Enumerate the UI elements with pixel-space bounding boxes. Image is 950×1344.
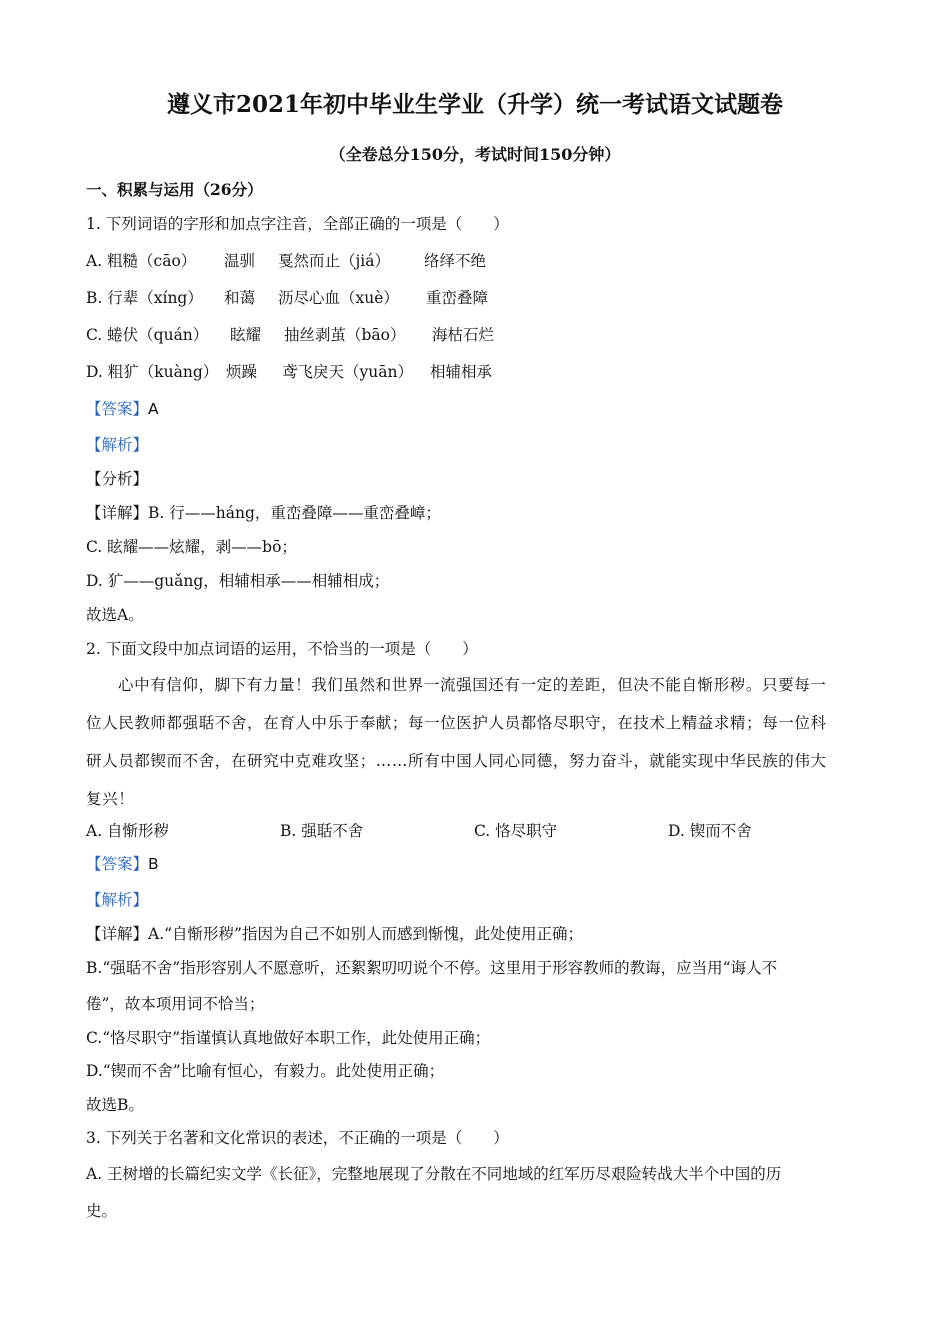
q1-answer-tag: 【答案】 — [86, 400, 149, 418]
q2-option-b: B. 强聒不舍 — [280, 822, 364, 840]
q2-passage-line-2: 位人民教师都强聒不舍，在育人中乐于奉献；每一位医护人员都恪尽职守，在技术上精益求精；每一位科 — [86, 714, 827, 732]
q1-detail-d: D. 犷——guǎng，相辅相承——相辅相成； — [86, 572, 390, 590]
q1-answer-value: A — [148, 400, 159, 418]
q1-a-word4: 络绎不绝 — [424, 252, 487, 270]
section-heading: 一、积累与运用（26分） — [86, 180, 263, 199]
q1-d-word4: 相辅相承 — [430, 363, 493, 381]
q2-detail-c: C.“恪尽职守”指谨慎认真地做好本职工作，此处使用正确； — [86, 1029, 491, 1047]
q2-detail-b-cont: 倦”，故本项用词不恰当； — [86, 995, 265, 1013]
q1-option-c — [86, 323, 494, 345]
q2-answer-tag: 【答案】 — [86, 855, 149, 873]
q2-option-d: D. 锲而不舍 — [668, 822, 752, 840]
q1-detail-b: B. 行——háng，重峦叠障——重峦叠嶂； — [148, 504, 441, 522]
q2-stem: 2. 下面文段中加点词语的运用，不恰当的一项是（ ） — [86, 640, 478, 658]
q1-d-word2: 烦躁 — [226, 363, 258, 381]
q1-stem: 1. 下列词语的字形和加点字注音，全部正确的一项是（ ） — [86, 215, 509, 233]
q1-analysis-tag: 【解析】 — [86, 436, 149, 454]
q1-b-word2: 和蔼 — [224, 289, 256, 307]
q1-detail-line-1 — [86, 501, 441, 523]
q1-c-word1: C. 蜷伏（quán） — [86, 326, 209, 344]
q1-a-word3: 戛然而止（jiá） — [278, 252, 391, 270]
q3-option-a-line-2: 史。 — [86, 1202, 118, 1220]
q1-d-word3: 鸢飞戾天（yuān） — [282, 363, 413, 381]
q2-passage-line-4: 复兴！ — [86, 790, 135, 808]
q1-fenxi-tag: 【分析】 — [86, 470, 149, 488]
q2-passage-line-1: 心中有信仰，脚下有力量！我们虽然和世界一流强国还有一定的差距，但决不能自惭形秽。只要每一 — [118, 676, 827, 694]
q1-detail-c: C. 眩耀——炫耀，剥——bō； — [86, 538, 297, 556]
q1-a-word1: A. 粗糙（cāo） — [86, 252, 197, 270]
q1-option-d — [86, 360, 492, 382]
q1-detail-tag: 【详解】 — [86, 504, 149, 522]
q2-detail-line-1 — [86, 922, 583, 944]
q2-detail-tag: 【详解】 — [86, 925, 149, 943]
q1-b-word4: 重峦叠障 — [426, 289, 489, 307]
exam-title: 遵义市2021年初中毕业生学业（升学）统一考试语文试题卷 — [166, 91, 783, 118]
q1-option-a — [86, 249, 486, 271]
q1-option-b — [86, 286, 488, 308]
q3-option-a-line-1: A. 王树增的长篇纪实文学《长征》，完整地展现了分散在不同地域的红军历尽艰险转战大半个中国的历 — [86, 1165, 782, 1183]
q2-answer — [86, 852, 159, 874]
q2-answer-value: B — [148, 855, 159, 873]
q1-answer — [86, 397, 159, 419]
q2-conclusion: 故选B。 — [86, 1096, 144, 1114]
q2-detail-d: D.“锲而不舍”比喻有恒心，有毅力。此处使用正确； — [86, 1062, 445, 1080]
q2-options — [86, 819, 752, 841]
q1-conclusion: 故选A。 — [86, 606, 144, 624]
q2-analysis-tag: 【解析】 — [86, 891, 149, 909]
q3-stem: 3. 下列关于名著和文化常识的表述，不正确的一项是（ ） — [86, 1129, 509, 1147]
q1-c-word4: 海枯石烂 — [432, 326, 495, 344]
q2-option-c: C. 恪尽职守 — [474, 822, 558, 840]
q1-d-word1: D. 粗犷（kuàng） — [86, 363, 219, 381]
q1-b-word3: 沥尽心血（xuè） — [278, 289, 399, 307]
q1-c-word3: 抽丝剥茧（bāo） — [284, 326, 406, 344]
q2-option-a: A. 自惭形秽 — [86, 822, 170, 840]
q2-detail-b: B.“强聒不舍”指形容别人不愿意听，还絮絮叨叨说个不停。这里用于形容教师的教诲，应当用“诲人不 — [86, 959, 778, 977]
q2-passage-line-3: 研人员都锲而不舍，在研究中克难攻坚；……所有中国人同心同德，努力奋斗，就能实现中华民族的伟大 — [86, 752, 827, 770]
q1-b-word1: B. 行辈（xíng） — [86, 289, 203, 307]
q1-c-word2: 眩耀 — [230, 326, 262, 344]
exam-subtitle: （全卷总分150分，考试时间150分钟） — [329, 145, 621, 164]
q2-detail-a: A.“自惭形秽”指因为自己不如别人而感到惭愧，此处使用正确； — [148, 925, 583, 943]
q1-a-word2: 温驯 — [224, 252, 256, 270]
